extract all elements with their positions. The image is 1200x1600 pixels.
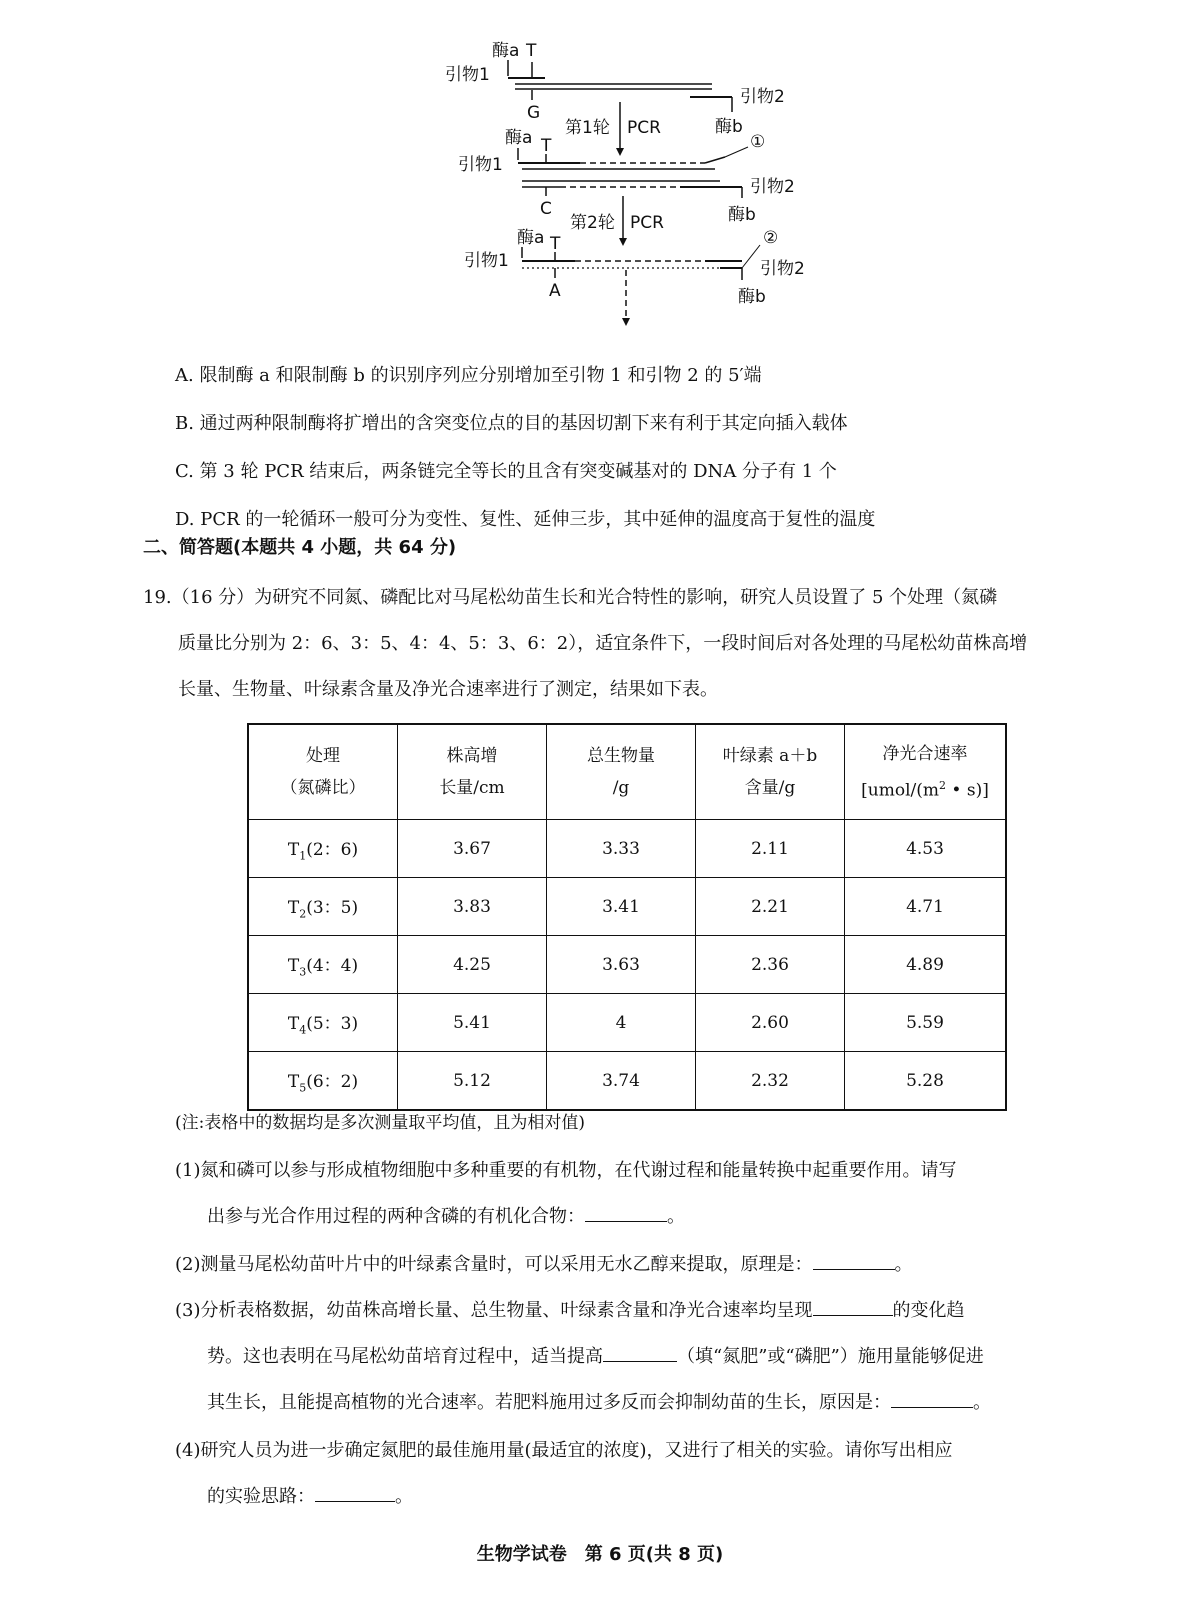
- base-c-label: C: [540, 199, 552, 219]
- header-chlorophyll: 叶绿素 a＋b 含量/g: [696, 724, 845, 820]
- answer-blank: [891, 1389, 973, 1408]
- enzyme-b-label-2: 酶b: [738, 287, 766, 307]
- height-cell: 5.12: [398, 1052, 547, 1111]
- question-19-stem: [143, 575, 1093, 713]
- results-table: [247, 723, 1007, 1111]
- base-t-label-2: T: [550, 234, 561, 254]
- option-d: D. PCR 的一轮循环一般可分为变性、复性、延伸三步，其中延伸的温度高于复性的温度: [175, 509, 876, 530]
- round1-pcr-label: PCR: [627, 118, 661, 138]
- biomass-cell: 3.74: [547, 1052, 696, 1111]
- enzyme-a-label-1: 酶a: [505, 128, 533, 148]
- height-cell: 3.83: [398, 878, 547, 936]
- primer2-label-1: 引物2: [750, 177, 795, 197]
- chlorophyll-cell: 2.36: [696, 936, 845, 994]
- subquestion-4: (4)研究人员为进一步确定氮肥的最佳施用量(最适宜的浓度)，又进行了相关的实验。请你写出相应 的实验思路： 。: [175, 1440, 953, 1507]
- pcr-diagram: [430, 30, 850, 340]
- option-a: A. 限制酶 a 和限制酶 b 的识别序列应分别增加至引物 1 和引物 2 的 5′端: [175, 365, 762, 386]
- enzyme-a-label-0: 酶a: [492, 41, 520, 61]
- answer-blank: [315, 1483, 395, 1502]
- treatment-cell: $T_3(4$：4): [248, 936, 398, 994]
- base-g-label: G: [527, 103, 541, 123]
- table-row: [248, 994, 1006, 1052]
- base-t-label-0: T: [526, 41, 537, 61]
- answer-blank: [603, 1343, 677, 1362]
- round2-label: 第2轮: [570, 213, 615, 233]
- primer2-label-2: 引物2: [760, 259, 805, 279]
- base-a-label: A: [549, 281, 561, 301]
- subquestion-2: (2)测量马尾松幼苗叶片中的叶绿素含量时，可以采用无水乙醇来提取，原理是： 。: [175, 1242, 1095, 1288]
- header-height-growth: 株高增 长量/cm: [398, 724, 547, 820]
- marker1-label: ①: [750, 132, 766, 152]
- tail-1: [705, 157, 725, 163]
- marker2-label: ②: [763, 228, 779, 248]
- primer2-label-0: 引物2: [740, 87, 785, 107]
- height-cell: 4.25: [398, 936, 547, 994]
- enzyme-a-label-2: 酶a: [517, 228, 545, 248]
- answer-blank: [813, 1251, 895, 1270]
- enzyme-b-label-0: 酶b: [715, 117, 743, 137]
- table-header-row: [248, 724, 1006, 820]
- header-net-photosynthesis: 净光合速率 [$umol/(m^2$ • s)]: [845, 724, 1007, 820]
- table-row: [248, 1052, 1006, 1111]
- treatment-cell: $T_5(6$：2): [248, 1052, 398, 1111]
- answer-blank: [585, 1203, 667, 1222]
- chlorophyll-cell: 2.60: [696, 994, 845, 1052]
- treatment-cell: $T_1(2$：6): [248, 820, 398, 878]
- treatment-cell: $T_2(3$：5): [248, 878, 398, 936]
- section-title: 二、简答题(本题共 4 小题，共 64 分): [143, 537, 457, 558]
- marker1-leader: [725, 147, 748, 157]
- height-cell: 5.41: [398, 994, 547, 1052]
- primer1-label-2: 引物1: [464, 251, 509, 271]
- biomass-cell: 3.33: [547, 820, 696, 878]
- chlorophyll-cell: 2.32: [696, 1052, 845, 1111]
- q19-line-3: 长量、生物量、叶绿素含量及净光合速率进行了测定，结果如下表。: [178, 679, 718, 700]
- subquestion-3: (3)分析表格数据，幼苗株高增长量、总生物量、叶绿素含量和净光合速率均呈现 的变化趋 势。这也表明在马尾松幼苗培育过程中，适当提高 （填“氮肥”或“磷肥”）施用量能够促进 其生长，且能提高植物的光合速率。若肥料施用过多反而会抑制幼苗的生长，原因是： 。: [175, 1288, 1095, 1426]
- rate-cell: 4.71: [845, 878, 1007, 936]
- treatment-cell: $T_4(5$：3): [248, 994, 398, 1052]
- answer-options: [175, 352, 1135, 544]
- biomass-cell: 4: [547, 994, 696, 1052]
- round1-label: 第1轮: [565, 118, 610, 138]
- header-total-biomass: 总生物量 /g: [547, 724, 696, 820]
- rate-cell: 5.59: [845, 994, 1007, 1052]
- biomass-cell: 3.41: [547, 878, 696, 936]
- round2-arrowhead: [619, 238, 627, 246]
- table-row: [248, 820, 1006, 878]
- base-t-label-1: T: [541, 136, 552, 156]
- height-cell: 3.67: [398, 820, 547, 878]
- round1-arrowhead: [616, 148, 624, 156]
- round2-pcr-label: PCR: [630, 213, 664, 233]
- rate-cell: 4.53: [845, 820, 1007, 878]
- primer1-label-1: 引物1: [458, 155, 503, 175]
- round3-arrowhead: [622, 318, 630, 326]
- chlorophyll-cell: 2.11: [696, 820, 845, 878]
- option-b: B. 通过两种限制酶将扩增出的含突变位点的目的基因切割下来有利于其定向插入载体: [175, 413, 848, 434]
- subquestion-1: (1)氮和磷可以参与形成植物细胞中多种重要的有机物，在代谢过程和能量转换中起重要作用。请写 出参与光合作用过程的两种含磷的有机化合物： 。: [175, 1160, 957, 1227]
- rate-cell: 5.28: [845, 1052, 1007, 1111]
- q19-line-1: 19.（16 分）为研究不同氮、磷配比对马尾松幼苗生长和光合特性的影响，研究人员设置了 5 个处理（氮磷: [143, 587, 998, 608]
- enzyme-b-label-1: 酶b: [728, 205, 756, 225]
- page-footer: 生物学试卷 第 6 页(共 8 页): [476, 1544, 724, 1565]
- rate-cell: 4.89: [845, 936, 1007, 994]
- q19-line-2: 质量比分别为 2：6、3：5、4：4、5：3、6：2），适宜条件下，一段时间后对各处理的马尾松幼苗株高增: [178, 633, 1028, 654]
- table-note: (注:表格中的数据均是多次测量取平均值，且为相对值): [175, 1113, 585, 1133]
- header-treatment: 处理 （氮磷比）: [248, 724, 398, 820]
- table-row: [248, 936, 1006, 994]
- marker2-leader: [742, 245, 760, 268]
- option-c: C. 第 3 轮 PCR 结束后，两条链完全等长的且含有突变碱基对的 DNA 分子有 1 个: [175, 461, 837, 482]
- pcr-diagram-svg: [430, 30, 850, 340]
- primer1-label-0: 引物1: [445, 65, 490, 85]
- table-row: [248, 878, 1006, 936]
- chlorophyll-cell: 2.21: [696, 878, 845, 936]
- answer-blank: [813, 1297, 893, 1316]
- biomass-cell: 3.63: [547, 936, 696, 994]
